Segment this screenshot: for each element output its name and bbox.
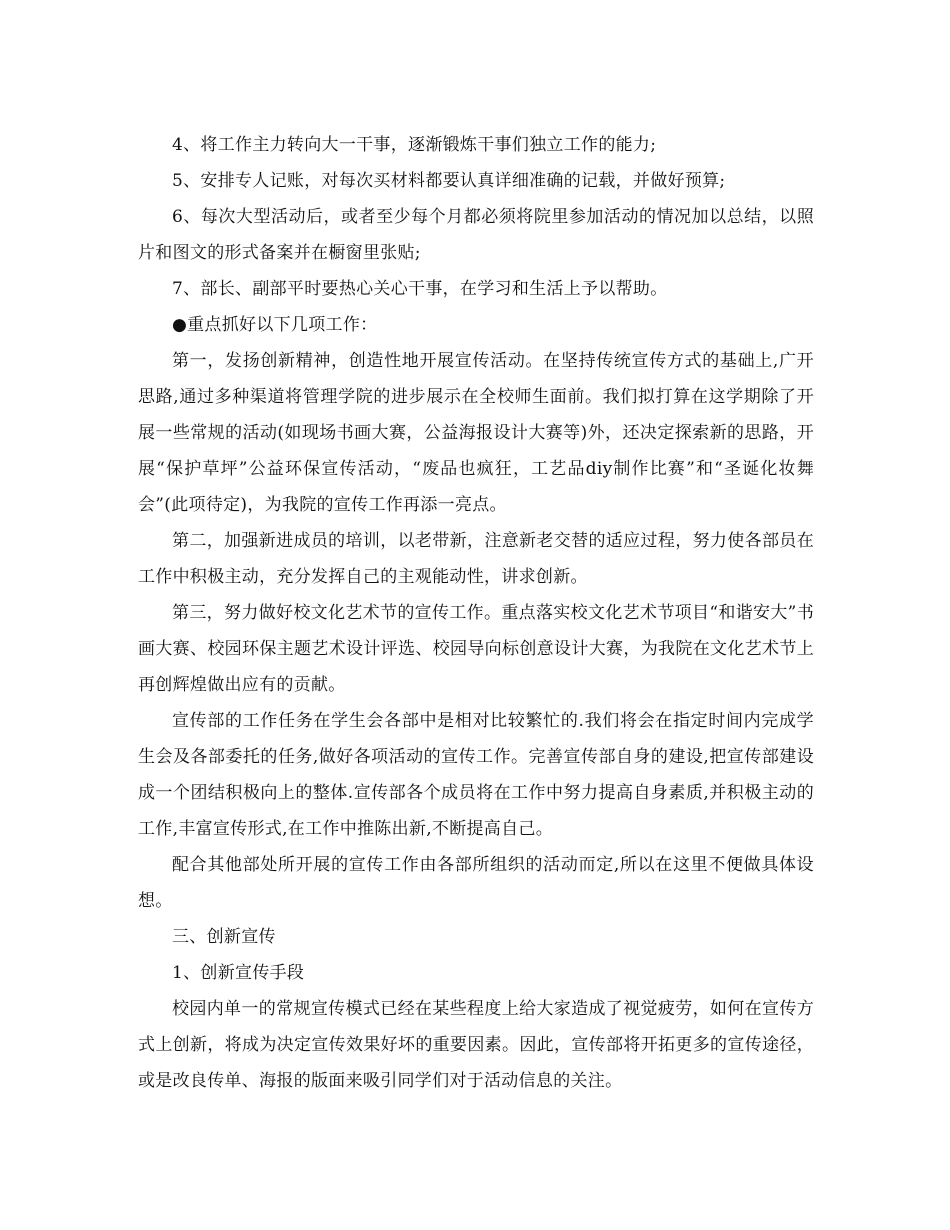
paragraph-item-6: 6、每次大型活动后，或者至少每个月都必须将院里参加活动的情况加以总结，以照片和图文的形式备案并在橱窗里张贴; [138,207,814,263]
paragraph-cooperation: 配合其他部处所开展的宣传工作由各部所组织的活动而定,所以在这里不便做具体设想。 [138,855,814,911]
subsection-heading-methods: 1、创新宣传手段 [172,963,305,983]
key-work-heading: ●重点抓好以下几项工作： [172,315,378,335]
paragraph-item-4: 4、将工作主力转向大一干事，逐渐锻炼干事们独立工作的能力; [172,135,657,155]
paragraph-campus-promotion: 校园内单一的常规宣传模式已经在某些程度上给大家造成了视觉疲劳，如何在宣传方式上创新，将成为决定宣传效果好坏的重要因素。因此，宣传部将开拓更多的宣传途径，或是改良传单、海报的版面来吸引同学们对于活动信息的关注。 [138,999,814,1091]
document-body [138,127,814,1099]
paragraph-second: 第二，加强新进成员的培训，以老带新，注意新老交替的适应过程，努力使各部员在工作中积极主动，充分发挥自己的主观能动性，讲求创新。 [138,531,814,587]
paragraph-item-7: 7、部长、副部平时要热心关心干事，在学习和生活上予以帮助。 [172,279,668,299]
section-heading-innovation: 三、创新宣传 [172,927,276,947]
paragraph-item-5: 5、安排专人记账，对每次买材料都要认真详细准确的记载，并做好预算; [172,171,726,191]
paragraph-first: 第一，发扬创新精神，创造性地开展宣传活动。在坚持传统宣传方式的基础上,广开思路,通过多种渠道将管理学院的进步展示在全校师生面前。我们拟打算在这学期除了开展一些常规的活动(如现场书画大赛，公益海报设计大赛等)外，还决定探索新的思路，开展“保护草坪”公益环保宣传活动，“废品也疯狂，工艺品diy制作比赛”和“圣诞化妆舞会”(此项待定)，为我院的宣传工作再添一亮点。 [138,351,814,515]
paragraph-department-tasks: 宣传部的工作任务在学生会各部中是相对比较繁忙的.我们将会在指定时间内完成学生会及各部委托的任务,做好各项活动的宣传工作。完善宣传部自身的建设,把宣传部建设成一个团结积极向上的整体.宣传部各个成员将在工作中努力提高自身素质,并积极主动的工作,丰富宣传形式,在工作中推陈出新,不断提高自己。 [138,711,814,839]
paragraph-third: 第三，努力做好校文化艺术节的宣传工作。重点落实校文化艺术节项目“和谐安大”书画大赛、校园环保主题艺术设计评选、校园导向标创意设计大赛，为我院在文化艺术节上再创辉煌做出应有的贡献。 [138,603,814,695]
